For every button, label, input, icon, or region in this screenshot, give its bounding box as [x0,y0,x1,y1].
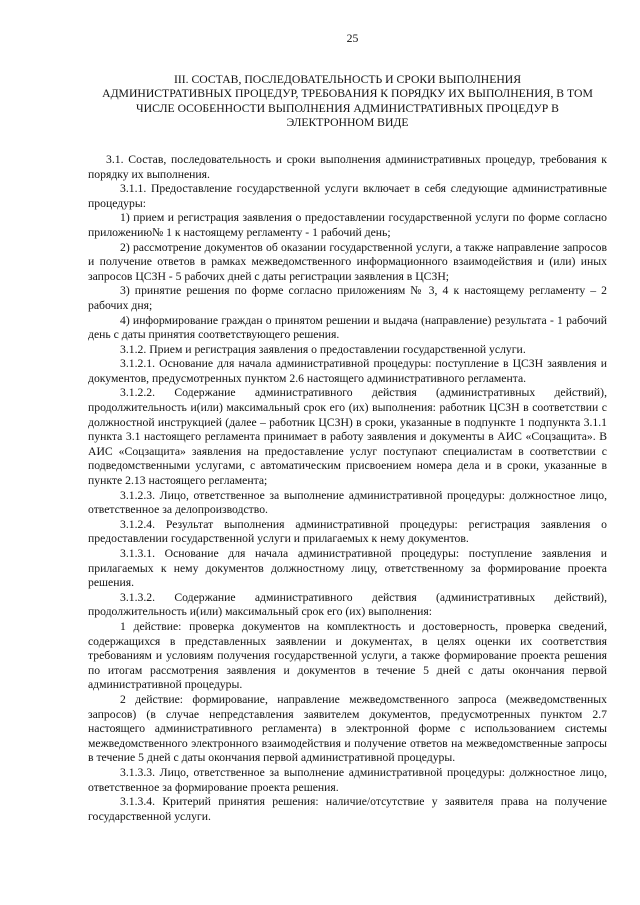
page-number: 25 [346,32,359,45]
list-item-4: 4) информирование граждан о принятом решении и выдача (направление) результата - 1 рабочий день с даты принятия соответствующего решения. [88,313,607,342]
list-item-3: 3) принятие решения по форме согласно приложениям № 3, 4 к настоящему регламенту – 2 рабочих дня; [88,284,607,312]
section-heading-line: ЭЛЕКТРОННОМ ВИДЕ [286,116,409,130]
action-1: 1 действие: проверка документов на комплектность и достоверность, проверка сведений, содержащихся в представленных заявлении и документах, в целях оценки их соответствия требованиям и условиям получения государственной услуги, а также формирование проекта решения по итогам рассмотрения заявления и документов в течение 5 дней с даты окончания первой административной процедуры. [88,619,607,692]
list-item-1: 1) прием и регистрация заявления о предоставлении государственной услуги по форме согласно приложению№ 1 к настоящему регламенту - 1 рабочий день; [88,211,607,239]
list-item-2: 2) рассмотрение документов об оказании государственной услуги, а также направление запросов и получение ответов в рамках межведомственного информационного взаимодействия и (или) иных запросов ЦСЗН - 5 рабочих дней с даты регистрации заявления в ЦСЗН; [88,240,607,283]
section-heading [88,73,607,131]
section-heading-line: III. СОСТАВ, ПОСЛЕДОВАТЕЛЬНОСТЬ И СРОКИ ВЫПОЛНЕНИЯ [173,72,522,86]
paragraph-3-1-1: 3.1.1. Предоставление государственной услуги включает в себя следующие административные процедуры: [88,182,607,210]
section-heading-line: ЧИСЛЕ ОСОБЕННОСТИ ВЫПОЛНЕНИЯ АДМИНИСТРАТИВНЫХ ПРОЦЕДУР В [136,101,559,115]
paragraph-3-1-2-4: 3.1.2.4. Результат выполнения административной процедуры: регистрация заявления о предоставлении государственной услуги и прилагаемых к нему документов. [88,517,607,546]
paragraph-3-1-3-3: 3.1.3.3. Лицо, ответственное за выполнение административной процедуры: должностное лицо, ответственное за формирование проекта решения. [88,765,607,794]
action-2: 2 действие: формирование, направление межведомственного запроса (межведомственных запросов) (в случае непредставления заявителем документов, предусмотренных пунктом 2.7 настоящего административного регламента) в электронной форме с использованием системы межведомственного электронного взаимодействия и получение ответов на межведомственные запросы в течение 5 дней с даты окончания первой административной процедуры. [88,692,607,765]
paragraph-3-1: 3.1. Состав, последовательность и сроки выполнения административных процедур, требования к порядку их выполнения. [88,152,607,181]
paragraph-3-1-2-1: 3.1.2.1. Основание для начала административной процедуры: поступление в ЦСЗН заявления и документов, предусмотренных пунктом 2.6 настоящего административного регламента. [88,357,607,385]
paragraph-3-1-3-4: 3.1.3.4. Критерий принятия решения: наличие/отсутствие у заявителя права на получение государственной услуги. [88,795,607,823]
paragraph-3-1-3-1: 3.1.3.1. Основание для начала административной процедуры: поступление заявления и прилагаемых к нему документов должностному лицу, ответственному за формирование проекта решения. [88,547,607,590]
paragraph-3-1-2-2: 3.1.2.2. Содержание административного действия (административных действий), продолжительность и(или) максимальный срок его (их) выполнения: работник ЦСЗН в соответствии с должностной инструкцией (далее – работник ЦСЗН) в сроки, указанные в подпункте 1 подпункта 3.1.1 пункта 3.1 настоящего регламента принимает в работу заявления и документы в АИС «Соцзащита». В АИС «Соцзащита» заявления на предоставление услуг поступают специалистам в соответствии с подведомственными услугами, с автоматическим присвоением номера дела и в сроки, указанные в пункте 2.13 настоящего регламента; [88,386,607,488]
paragraph-3-1-2-3: 3.1.2.3. Лицо, ответственное за выполнение административной процедуры: должностное лицо, ответственное за делопроизводство. [88,488,607,517]
paragraph-3-1-2: 3.1.2. Прием и регистрация заявления о предоставлении государственной услуги. [120,342,526,356]
body-text [88,153,607,824]
section-heading-line: АДМИНИСТРАТИВНЫХ ПРОЦЕДУР, ТРЕБОВАНИЯ К ПОРЯДКУ ИХ ВЫПОЛНЕНИЯ, В ТОМ [102,87,593,101]
paragraph-3-1-3-2: 3.1.3.2. Содержание административного действия (административных действий), продолжительность и(или) максимальный срок его (их) выполнения: [88,590,607,619]
